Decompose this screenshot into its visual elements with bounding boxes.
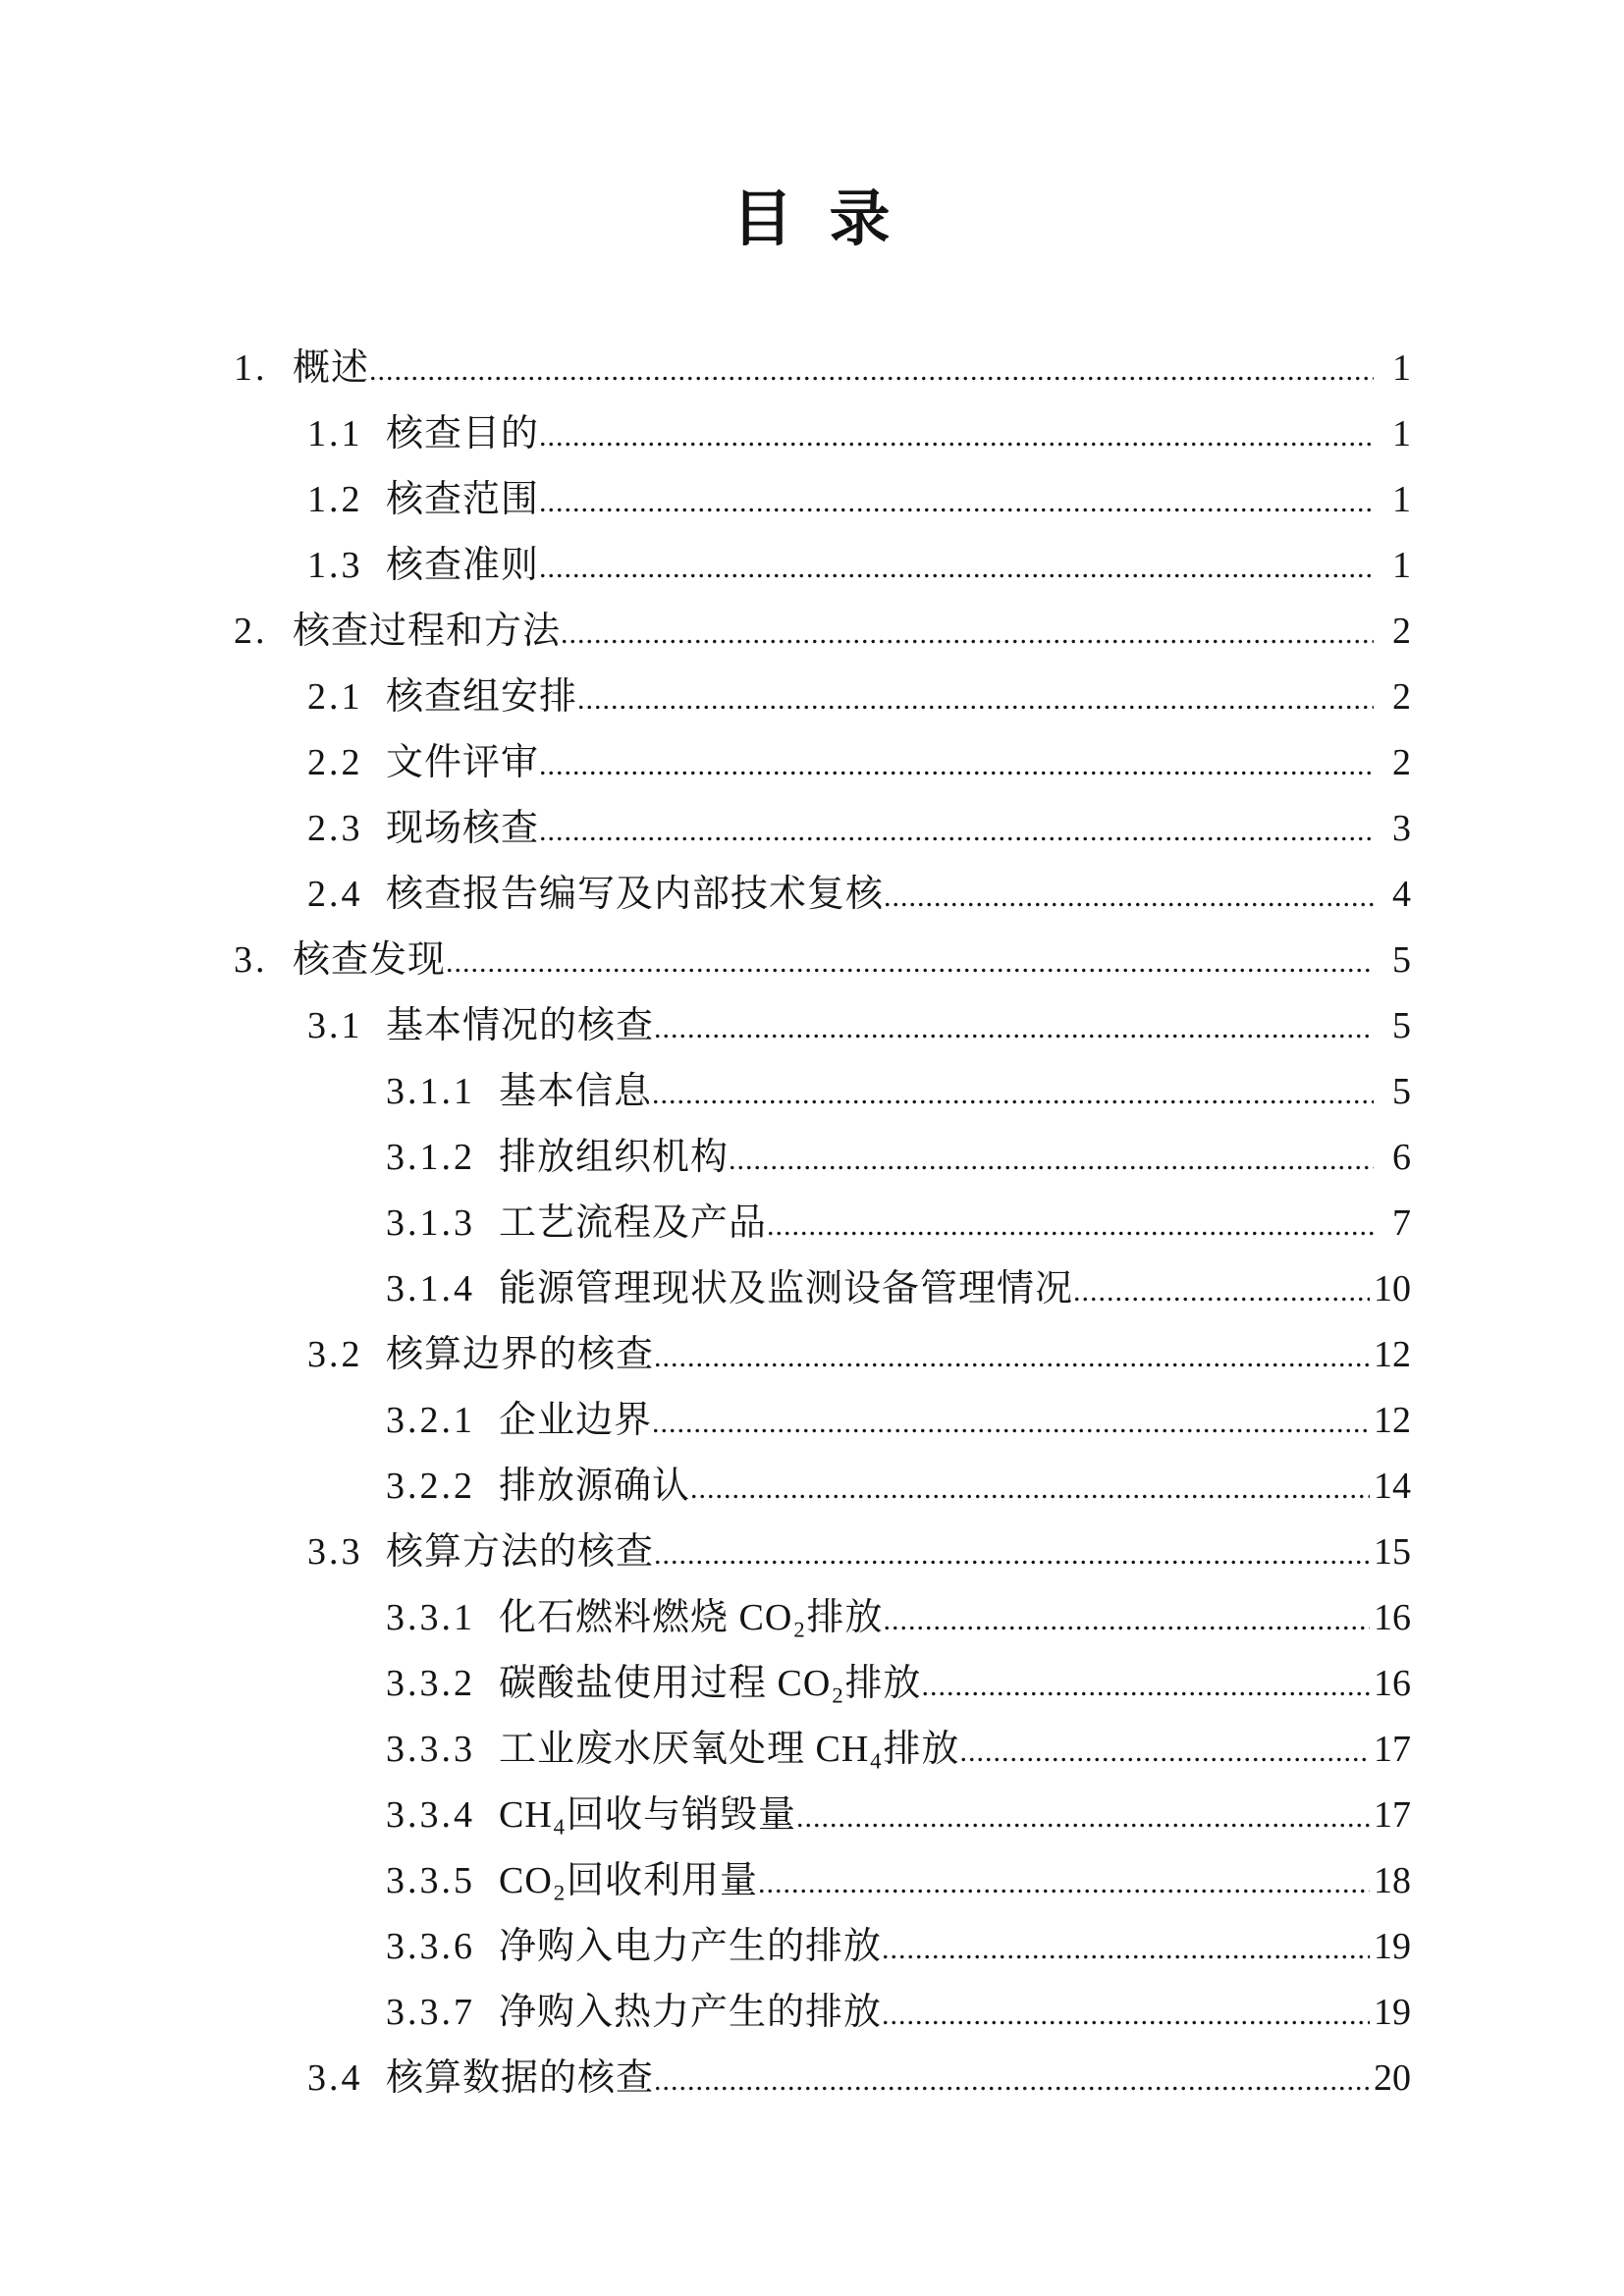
toc-entry-label: 核算方法的核查 <box>386 1531 655 1573</box>
toc-dot-leader <box>652 1390 1370 1456</box>
toc-entry-number: 3.4 <box>307 2057 363 2099</box>
toc-entry-number: 2.2 <box>307 742 363 783</box>
toc-entry-number: 3. <box>234 939 268 981</box>
toc-dot-leader <box>690 1456 1370 1522</box>
toc-entry[interactable] <box>0 1783 1411 1848</box>
toc-entry-page: 18 <box>1374 1860 1411 1901</box>
toc-entry-number: 3.3.4 <box>386 1794 475 1836</box>
toc-dot-leader <box>882 1982 1370 2048</box>
toc-entry[interactable] <box>0 1059 1411 1125</box>
toc-entry[interactable] <box>0 665 1411 730</box>
toc-entry-number: 3.2.2 <box>386 1466 475 1507</box>
toc-dot-leader <box>652 1061 1374 1127</box>
table-of-contents <box>0 336 1624 2111</box>
toc-entry-number: 3.3.3 <box>386 1729 475 1770</box>
toc-entry-page: 1 <box>1392 545 1411 586</box>
toc-entry-number: 3.1.3 <box>386 1202 475 1244</box>
toc-entry-number: 3.2 <box>307 1334 363 1375</box>
toc-entry[interactable] <box>0 928 1411 993</box>
toc-dot-leader <box>796 1785 1370 1850</box>
toc-entry-page: 1 <box>1392 479 1411 520</box>
toc-entry-label: 基本信息 <box>499 1071 653 1112</box>
toc-dot-leader <box>654 995 1374 1061</box>
toc-entry-page: 19 <box>1374 1926 1411 1967</box>
toc-dot-leader <box>882 1916 1370 1982</box>
toc-entry-label: 核查准则 <box>386 545 540 586</box>
toc-entry[interactable] <box>0 1191 1411 1256</box>
toc-entry-number: 3.1 <box>307 1005 363 1046</box>
toc-dot-leader <box>561 601 1374 667</box>
toc-dot-leader <box>729 1127 1374 1193</box>
toc-entry-page: 1 <box>1392 347 1411 389</box>
toc-dot-leader <box>960 1719 1370 1785</box>
toc-entry-number: 1.1 <box>307 413 363 454</box>
toc-dot-leader <box>922 1653 1370 1719</box>
toc-entry[interactable] <box>0 1980 1411 2046</box>
toc-entry-number: 3.1.4 <box>386 1268 475 1309</box>
toc-entry-label: 核查组安排 <box>386 676 578 718</box>
toc-entry[interactable] <box>0 2046 1411 2111</box>
toc-entry-number: 1.2 <box>307 479 363 520</box>
toc-entry[interactable] <box>0 467 1411 533</box>
toc-entry[interactable] <box>0 1717 1411 1783</box>
toc-entry-page: 14 <box>1374 1466 1411 1507</box>
toc-entry[interactable] <box>0 336 1411 401</box>
toc-entry-label: 工业废水厌氧处理 CH₄排放 <box>499 1729 960 1770</box>
toc-entry-page: 16 <box>1374 1663 1411 1704</box>
toc-entry[interactable] <box>0 1848 1411 1914</box>
toc-dot-leader <box>539 798 1374 864</box>
toc-entry-label: 基本情况的核查 <box>386 1005 655 1046</box>
toc-dot-leader <box>654 2048 1370 2113</box>
toc-entry-label: 企业边界 <box>499 1400 653 1441</box>
toc-entry-label: 排放源确认 <box>499 1466 691 1507</box>
toc-entry-number: 3.3.5 <box>386 1860 475 1901</box>
toc-dot-leader <box>577 667 1374 732</box>
toc-dot-leader <box>539 732 1374 798</box>
toc-entry-number: 2.3 <box>307 808 363 849</box>
toc-entry[interactable] <box>0 993 1411 1059</box>
toc-entry[interactable] <box>0 599 1411 665</box>
page-title: 目 录 <box>731 187 893 253</box>
toc-entry[interactable] <box>0 1651 1411 1717</box>
toc-entry-label: 文件评审 <box>386 742 540 783</box>
toc-entry-page: 6 <box>1392 1137 1411 1178</box>
toc-dot-leader <box>884 864 1374 930</box>
toc-entry[interactable] <box>0 1388 1411 1454</box>
toc-entry[interactable] <box>0 796 1411 862</box>
toc-entry-page: 7 <box>1392 1202 1411 1244</box>
toc-entry-label: 核查报告编写及内部技术复核 <box>386 874 885 915</box>
toc-entry-page: 5 <box>1392 939 1411 981</box>
toc-entry-number: 2.1 <box>307 676 363 718</box>
toc-entry-page: 2 <box>1392 742 1411 783</box>
toc-entry-label: 核算数据的核查 <box>386 2057 655 2099</box>
toc-entry-page: 15 <box>1374 1531 1411 1573</box>
toc-entry[interactable] <box>0 1520 1411 1585</box>
toc-entry[interactable] <box>0 1322 1411 1388</box>
toc-dot-leader <box>767 1193 1374 1258</box>
toc-entry-label: 核查范围 <box>386 479 540 520</box>
toc-entry-number: 3.1.1 <box>386 1071 475 1112</box>
toc-entry-label: 能源管理现状及监测设备管理情况 <box>499 1268 1074 1309</box>
toc-entry-page: 3 <box>1392 808 1411 849</box>
toc-entry[interactable] <box>0 401 1411 467</box>
toc-entry-page: 4 <box>1392 874 1411 915</box>
toc-entry-number: 2. <box>234 611 268 652</box>
toc-entry[interactable] <box>0 1454 1411 1520</box>
toc-dot-leader <box>654 1522 1370 1587</box>
toc-entry[interactable] <box>0 1125 1411 1191</box>
toc-entry-number: 3.2.1 <box>386 1400 475 1441</box>
toc-entry-label: 净购入电力产生的排放 <box>499 1926 883 1967</box>
toc-entry[interactable] <box>0 730 1411 796</box>
toc-entry-number: 1.3 <box>307 545 363 586</box>
toc-entry-number: 2.4 <box>307 874 363 915</box>
toc-entry-label: 核查目的 <box>386 413 540 454</box>
toc-dot-leader <box>446 930 1374 995</box>
toc-entry-number: 3.3.7 <box>386 1992 475 2033</box>
toc-entry[interactable] <box>0 1914 1411 1980</box>
toc-dot-leader <box>1073 1258 1370 1324</box>
toc-entry-page: 5 <box>1392 1071 1411 1112</box>
toc-entry-number: 3.3.1 <box>386 1597 475 1638</box>
toc-entry[interactable] <box>0 1585 1411 1651</box>
toc-entry-number: 3.3 <box>307 1531 363 1573</box>
toc-entry-page: 16 <box>1374 1597 1411 1638</box>
toc-entry-label: 排放组织机构 <box>499 1137 730 1178</box>
toc-dot-leader <box>539 403 1374 469</box>
toc-dot-leader <box>758 1850 1370 1916</box>
toc-dot-leader <box>539 469 1374 535</box>
toc-entry-page: 2 <box>1392 676 1411 718</box>
toc-entry-label: 概述 <box>293 347 370 389</box>
toc-entry-number: 1. <box>234 347 268 389</box>
toc-entry-page: 1 <box>1392 413 1411 454</box>
toc-entry-page: 5 <box>1392 1005 1411 1046</box>
toc-dot-leader <box>884 1587 1370 1653</box>
toc-entry-label: 现场核查 <box>386 808 540 849</box>
toc-entry-page: 12 <box>1374 1334 1411 1375</box>
toc-dot-leader <box>654 1324 1370 1390</box>
toc-entry-page: 17 <box>1374 1794 1411 1836</box>
toc-entry-number: 3.3.6 <box>386 1926 475 1967</box>
toc-entry-page: 10 <box>1374 1268 1411 1309</box>
toc-entry-label: 工艺流程及产品 <box>499 1202 768 1244</box>
toc-entry-page: 12 <box>1374 1400 1411 1441</box>
toc-entry-number: 3.3.2 <box>386 1663 475 1704</box>
toc-dot-leader <box>369 338 1374 403</box>
toc-entry-number: 3.1.2 <box>386 1137 475 1178</box>
toc-entry-label: 核算边界的核查 <box>386 1334 655 1375</box>
toc-entry-page: 19 <box>1374 1992 1411 2033</box>
toc-entry-label: 核查发现 <box>293 939 447 981</box>
toc-entry-label: 净购入热力产生的排放 <box>499 1992 883 2033</box>
toc-entry[interactable] <box>0 533 1411 599</box>
toc-dot-leader <box>539 535 1374 601</box>
toc-entry-label: 核查过程和方法 <box>293 611 562 652</box>
toc-entry-label: 化石燃料燃烧 CO₂排放 <box>499 1597 884 1638</box>
toc-entry[interactable] <box>0 1256 1411 1322</box>
toc-entry-page: 20 <box>1374 2057 1411 2099</box>
toc-entry-page: 17 <box>1374 1729 1411 1770</box>
toc-entry-label: 碳酸盐使用过程 CO₂排放 <box>499 1663 922 1704</box>
toc-entry-label: CH₄回收与销毁量 <box>499 1794 797 1836</box>
toc-entry[interactable] <box>0 862 1411 928</box>
toc-entry-page: 2 <box>1392 611 1411 652</box>
toc-entry-label: CO₂回收利用量 <box>499 1860 759 1901</box>
